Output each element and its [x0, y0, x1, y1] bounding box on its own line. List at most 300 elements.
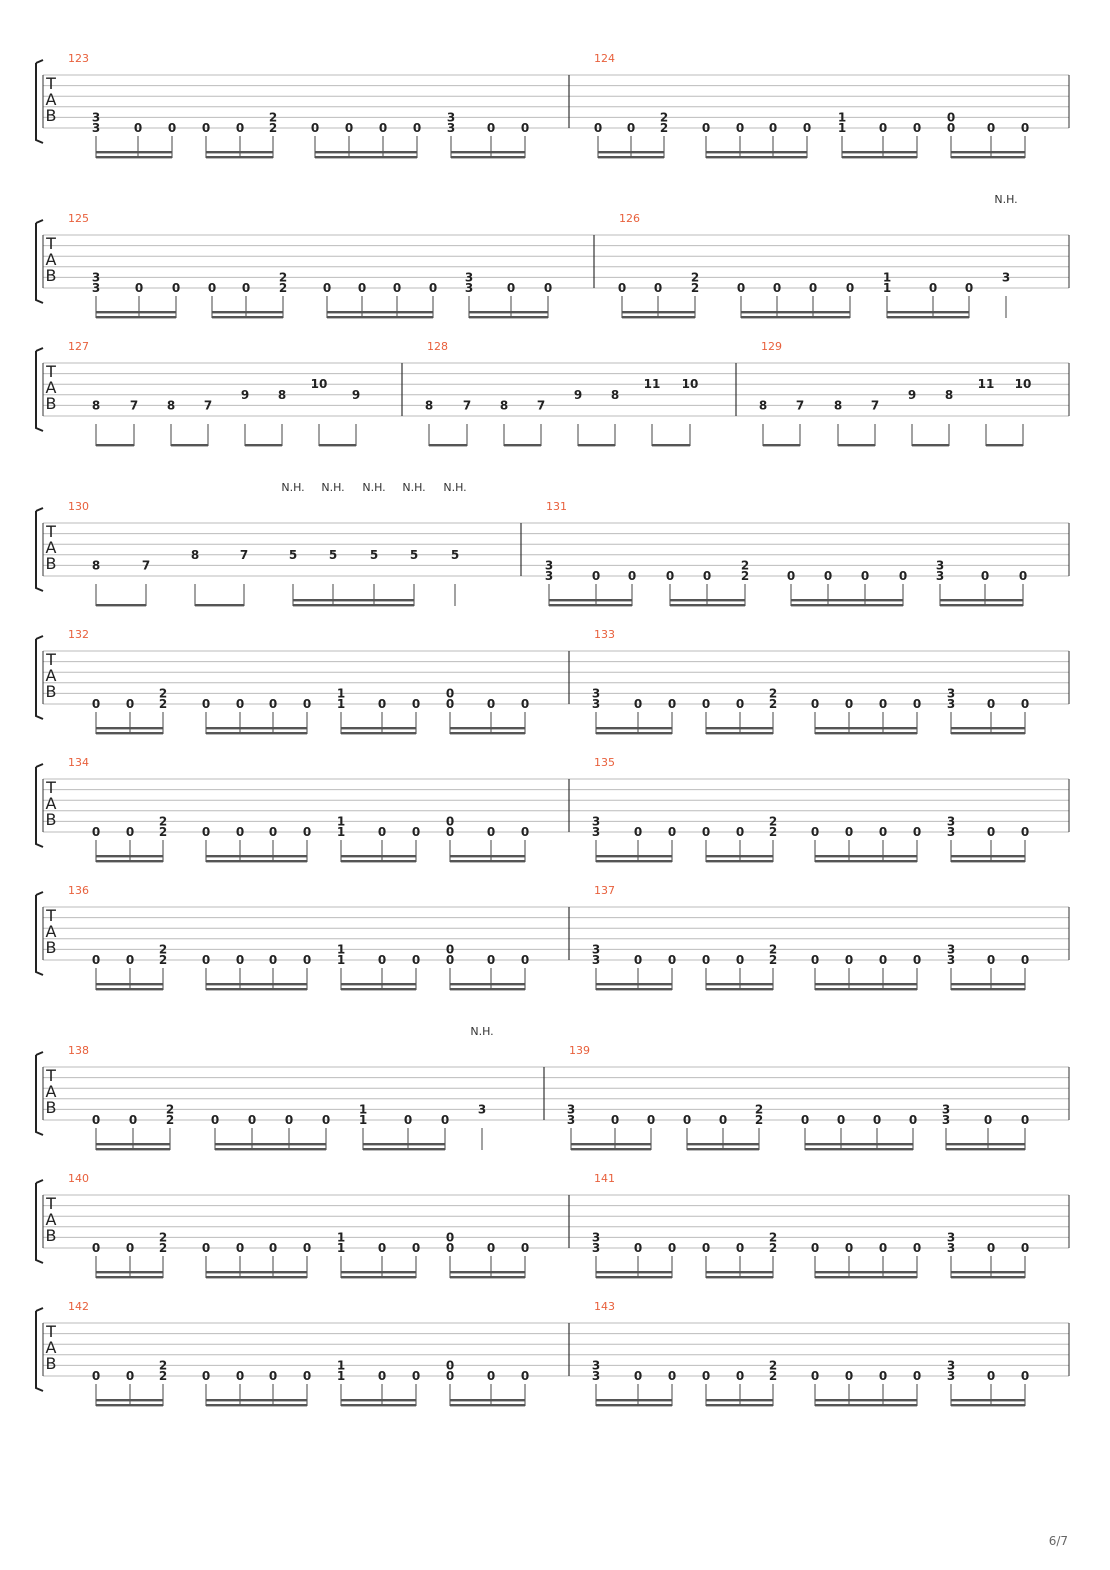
beam	[293, 599, 414, 601]
tab-system	[36, 628, 1069, 734]
fret-number: 5	[288, 547, 298, 562]
beam	[670, 599, 745, 601]
fret-number: 0	[912, 1369, 922, 1383]
beam	[206, 1404, 307, 1406]
fret-number: 0	[344, 121, 354, 135]
tab-clef-letter: T	[46, 778, 56, 797]
fret-number: 7	[462, 398, 472, 413]
beam	[96, 156, 172, 158]
fret-number: 2	[754, 1102, 764, 1117]
fret-number: 1	[336, 825, 346, 839]
fret-number: 2	[158, 1241, 168, 1255]
harmonic-marker: N.H.	[443, 481, 467, 494]
beam	[652, 444, 690, 446]
fret-number: 0	[735, 697, 745, 711]
beam	[951, 1271, 1025, 1273]
fret-number: 8	[91, 398, 101, 413]
tab-clef-letter: A	[45, 378, 57, 397]
beam	[741, 316, 850, 318]
beam	[96, 855, 163, 857]
beam	[212, 316, 283, 318]
fret-number: 5	[409, 547, 419, 562]
fret-number: 0	[201, 953, 211, 967]
beam	[706, 860, 773, 862]
measure-number: 136	[68, 884, 89, 897]
fret-number: 0	[445, 1369, 455, 1383]
beam	[429, 444, 467, 446]
fret-number: 0	[268, 1241, 278, 1255]
fret-number: 0	[167, 121, 177, 135]
fret-number: 0	[1020, 953, 1030, 967]
fret-number: 1	[336, 1369, 346, 1383]
fret-number: 0	[445, 814, 455, 829]
fret-number: 0	[667, 953, 677, 967]
beam	[450, 727, 525, 729]
fret-number: 0	[928, 281, 938, 295]
fret-number: 3	[946, 1369, 956, 1383]
beam	[951, 988, 1025, 990]
beam	[341, 732, 416, 734]
measure-number: 124	[594, 52, 615, 65]
fret-number: 1	[336, 1241, 346, 1255]
fret-number: 0	[125, 1369, 135, 1383]
fret-number: 3	[591, 1241, 601, 1255]
fret-number: 0	[986, 825, 996, 839]
fret-number: 0	[91, 1241, 101, 1255]
fret-number: 0	[1020, 121, 1030, 135]
beam	[341, 727, 416, 729]
system-bracket	[36, 636, 43, 719]
beam	[450, 732, 525, 734]
beam	[838, 444, 875, 446]
beam	[815, 732, 917, 734]
fret-number: 3	[464, 270, 474, 285]
beam	[195, 604, 244, 606]
measure-number: 134	[68, 756, 89, 769]
fret-number: 0	[810, 1369, 820, 1383]
fret-number: 1	[882, 281, 892, 295]
tab-clef-letter: A	[45, 1210, 57, 1229]
beam	[951, 860, 1025, 862]
fret-number: 9	[240, 387, 250, 402]
beam	[96, 604, 146, 606]
tab-system	[36, 1172, 1069, 1278]
beam	[245, 444, 282, 446]
fret-number: 0	[543, 281, 553, 295]
beam	[450, 860, 525, 862]
fret-number: 0	[412, 121, 422, 135]
fret-number: 2	[659, 110, 669, 125]
fret-number: 0	[810, 953, 820, 967]
harmonic-marker: N.H.	[470, 1025, 494, 1038]
fret-number: 0	[520, 1241, 530, 1255]
beam	[450, 1399, 525, 1401]
fret-number: 0	[1020, 1369, 1030, 1383]
fret-number: 2	[768, 1241, 778, 1255]
fret-number: 0	[125, 953, 135, 967]
tab-clef-letter: T	[46, 362, 56, 381]
fret-number: 3	[591, 697, 601, 711]
fret-number: 0	[133, 121, 143, 135]
beam	[951, 151, 1025, 153]
tab-system	[36, 52, 1069, 158]
fret-number: 0	[810, 825, 820, 839]
fret-number: 1	[882, 270, 892, 285]
beam	[687, 1148, 759, 1150]
fret-number: 2	[158, 697, 168, 711]
fret-number: 0	[91, 697, 101, 711]
fret-number: 0	[718, 1113, 728, 1127]
beam	[596, 860, 672, 862]
fret-number: 0	[735, 1241, 745, 1255]
beam	[549, 604, 632, 606]
fret-number: 3	[544, 558, 554, 573]
tab-clef-letter: B	[45, 554, 57, 573]
beam	[596, 727, 672, 729]
beam	[805, 1143, 913, 1145]
fret-number: 0	[411, 953, 421, 967]
fret-number: 2	[158, 942, 168, 957]
beam	[815, 988, 917, 990]
beam	[206, 855, 307, 857]
fret-number: 0	[445, 825, 455, 839]
fret-number: 8	[944, 387, 954, 402]
beam	[206, 983, 307, 985]
fret-number: 3	[946, 942, 956, 957]
fret-number: 0	[284, 1113, 294, 1127]
fret-number: 2	[278, 270, 288, 285]
fret-number: 0	[800, 1113, 810, 1127]
beam	[450, 855, 525, 857]
beam	[951, 855, 1025, 857]
fret-number: 0	[428, 281, 438, 295]
beam	[842, 156, 917, 158]
fret-number: 2	[158, 953, 168, 967]
fret-number: 0	[445, 1358, 455, 1373]
tab-clef-letter: A	[45, 538, 57, 557]
beam	[791, 599, 903, 601]
fret-number: 3	[477, 1102, 487, 1117]
fret-number: 0	[912, 697, 922, 711]
fret-number: 0	[411, 825, 421, 839]
fret-number: 0	[201, 121, 211, 135]
fret-number: 2	[165, 1102, 175, 1117]
beam	[450, 983, 525, 985]
fret-number: 7	[203, 398, 213, 413]
beam	[887, 316, 969, 318]
fret-number: 2	[740, 569, 750, 583]
beam	[951, 732, 1025, 734]
fret-number: 0	[486, 121, 496, 135]
beam	[96, 732, 163, 734]
fret-number: 0	[91, 1113, 101, 1127]
fret-number: 8	[610, 387, 620, 402]
beam	[578, 444, 615, 446]
beam	[706, 151, 807, 153]
fret-number: 3	[464, 281, 474, 295]
fret-number: 0	[701, 697, 711, 711]
fret-number: 0	[701, 1241, 711, 1255]
tab-clef-letter: A	[45, 922, 57, 941]
system-bracket	[36, 892, 43, 975]
fret-number: 0	[878, 1241, 888, 1255]
beam	[96, 727, 163, 729]
fret-number: 3	[591, 1358, 601, 1373]
fret-number: 3	[591, 1369, 601, 1383]
harmonic-marker: N.H.	[321, 481, 345, 494]
fret-number: 0	[445, 1230, 455, 1245]
fret-number: 0	[736, 281, 746, 295]
tab-clef-letter: B	[45, 394, 57, 413]
measure-number: 132	[68, 628, 89, 641]
fret-number: 3	[91, 110, 101, 125]
fret-number: 0	[878, 121, 888, 135]
fret-number: 0	[403, 1113, 413, 1127]
fret-number: 3	[935, 558, 945, 573]
fret-number: 0	[486, 825, 496, 839]
beam	[96, 983, 163, 985]
system-bracket	[36, 1308, 43, 1391]
fret-number: 2	[768, 686, 778, 701]
fret-number: 0	[201, 697, 211, 711]
tab-clef-letter: T	[46, 234, 56, 253]
fret-number: 2	[158, 1358, 168, 1373]
harmonic-marker: N.H.	[994, 193, 1018, 206]
beam	[96, 444, 134, 446]
fret-number: 0	[872, 1113, 882, 1127]
fret-number: 0	[1020, 825, 1030, 839]
fret-number: 0	[986, 697, 996, 711]
fret-number: 1	[837, 121, 847, 135]
fret-number: 0	[844, 825, 854, 839]
beam	[815, 983, 917, 985]
fret-number: 2	[268, 121, 278, 135]
fret-number: 3	[91, 270, 101, 285]
fret-number: 0	[91, 953, 101, 967]
fret-number: 0	[445, 686, 455, 701]
fret-number: 2	[165, 1113, 175, 1127]
fret-number: 0	[591, 569, 601, 583]
fret-number: 3	[1001, 270, 1011, 285]
fret-number: 0	[411, 1241, 421, 1255]
measure-number: 138	[68, 1044, 89, 1057]
beam	[469, 311, 548, 313]
beam	[341, 860, 416, 862]
fret-number: 0	[378, 121, 388, 135]
fret-number: 0	[836, 1113, 846, 1127]
fret-number: 0	[772, 281, 782, 295]
fret-number: 0	[986, 121, 996, 135]
beam	[96, 1399, 163, 1401]
fret-number: 3	[446, 121, 456, 135]
fret-number: 0	[665, 569, 675, 583]
fret-number: 0	[682, 1113, 692, 1127]
fret-number: 8	[499, 398, 509, 413]
fret-number: 0	[445, 697, 455, 711]
beam	[96, 1148, 170, 1150]
fret-number: 3	[946, 697, 956, 711]
fret-number: 0	[610, 1113, 620, 1127]
beam	[212, 311, 283, 313]
fret-number: 2	[768, 942, 778, 957]
tab-clef-letter: B	[45, 938, 57, 957]
fret-number: 0	[912, 825, 922, 839]
fret-number: 0	[983, 1113, 993, 1127]
fret-number: 0	[268, 1369, 278, 1383]
beam	[206, 727, 307, 729]
beam	[549, 599, 632, 601]
beam	[96, 1404, 163, 1406]
fret-number: 0	[134, 281, 144, 295]
fret-number: 0	[91, 1369, 101, 1383]
fret-number: 2	[768, 1230, 778, 1245]
fret-number: 0	[377, 953, 387, 967]
beam	[815, 860, 917, 862]
fret-number: 3	[591, 1230, 601, 1245]
beam	[940, 604, 1023, 606]
beam	[596, 983, 672, 985]
beam	[215, 1143, 326, 1145]
beam	[596, 1404, 672, 1406]
fret-number: 0	[667, 1241, 677, 1255]
fret-number: 0	[912, 121, 922, 135]
beam	[96, 1276, 163, 1278]
tab-system	[36, 340, 1069, 446]
measure-number: 139	[569, 1044, 590, 1057]
beam	[706, 983, 773, 985]
system-bracket	[36, 220, 43, 303]
fret-number: 10	[681, 377, 699, 392]
fret-number: 0	[125, 825, 135, 839]
fret-number: 3	[91, 281, 101, 295]
fret-number: 0	[506, 281, 516, 295]
fret-number: 3	[446, 110, 456, 125]
system-bracket	[36, 764, 43, 847]
beam	[706, 1404, 773, 1406]
fret-number: 5	[328, 547, 338, 562]
beam	[706, 1271, 773, 1273]
fret-number: 0	[946, 110, 956, 125]
fret-number: 0	[377, 825, 387, 839]
beam	[571, 1148, 651, 1150]
beam	[363, 1143, 445, 1145]
beam	[815, 727, 917, 729]
fret-number: 10	[1014, 377, 1032, 392]
tab-clef-letter: B	[45, 1098, 57, 1117]
beam	[622, 311, 695, 313]
fret-number: 0	[171, 281, 181, 295]
fret-number: 0	[844, 1369, 854, 1383]
measure-number: 143	[594, 1300, 615, 1313]
fret-number: 2	[754, 1113, 764, 1127]
tab-system	[36, 1300, 1069, 1406]
beam	[450, 988, 525, 990]
beam	[450, 1404, 525, 1406]
measure-number: 127	[68, 340, 89, 353]
fret-number: 8	[277, 387, 287, 402]
tab-clef-letter: B	[45, 682, 57, 701]
tab-clef-letter: T	[46, 1194, 56, 1213]
tab-clef-letter: T	[46, 1322, 56, 1341]
tab-clef-letter: A	[45, 666, 57, 685]
beam	[215, 1148, 326, 1150]
beam	[450, 1276, 525, 1278]
fret-number: 0	[302, 1369, 312, 1383]
fret-number: 9	[351, 387, 361, 402]
fret-number: 0	[878, 953, 888, 967]
fret-number: 0	[201, 1369, 211, 1383]
fret-number: 0	[653, 281, 663, 295]
beam	[96, 151, 172, 153]
beam	[341, 1404, 416, 1406]
fret-number: 0	[878, 697, 888, 711]
fret-number: 0	[808, 281, 818, 295]
beam	[206, 988, 307, 990]
fret-number: 2	[158, 825, 168, 839]
fret-number: 7	[129, 398, 139, 413]
tab-system	[36, 193, 1069, 318]
tab-clef-letter: B	[45, 106, 57, 125]
beam	[912, 444, 949, 446]
beam	[596, 732, 672, 734]
beam	[450, 1271, 525, 1273]
beam	[815, 1276, 917, 1278]
fret-number: 0	[946, 121, 956, 135]
beam	[815, 1399, 917, 1401]
fret-number: 3	[946, 1230, 956, 1245]
beam	[706, 1276, 773, 1278]
beam	[596, 988, 672, 990]
tab-system	[36, 1025, 1069, 1150]
beam	[791, 604, 903, 606]
beam	[96, 1143, 170, 1145]
fret-number: 0	[235, 697, 245, 711]
beam	[887, 311, 969, 313]
beam	[815, 1404, 917, 1406]
fret-number: 0	[627, 569, 637, 583]
beam	[596, 1276, 672, 1278]
fret-number: 3	[544, 569, 554, 583]
tab-clef-letter: B	[45, 266, 57, 285]
fret-number: 3	[935, 569, 945, 583]
fret-number: 0	[701, 121, 711, 135]
fret-number: 0	[310, 121, 320, 135]
fret-number: 0	[980, 569, 990, 583]
fret-number: 2	[690, 281, 700, 295]
beam	[706, 1399, 773, 1401]
harmonic-marker: N.H.	[362, 481, 386, 494]
fret-number: 0	[377, 1241, 387, 1255]
fret-number: 0	[878, 825, 888, 839]
system-bracket	[36, 348, 43, 431]
beam	[96, 311, 176, 313]
beam	[596, 1271, 672, 1273]
fret-number: 0	[125, 1241, 135, 1255]
beam	[940, 599, 1023, 601]
fret-number: 0	[201, 1241, 211, 1255]
fret-number: 0	[633, 953, 643, 967]
fret-number: 0	[701, 1369, 711, 1383]
fret-number: 7	[870, 398, 880, 413]
beam	[706, 156, 807, 158]
fret-number: 0	[445, 1241, 455, 1255]
fret-number: 2	[768, 814, 778, 829]
fret-number: 7	[239, 547, 249, 562]
fret-number: 0	[667, 697, 677, 711]
beam	[341, 855, 416, 857]
fret-number: 0	[520, 1369, 530, 1383]
fret-number: 0	[125, 697, 135, 711]
